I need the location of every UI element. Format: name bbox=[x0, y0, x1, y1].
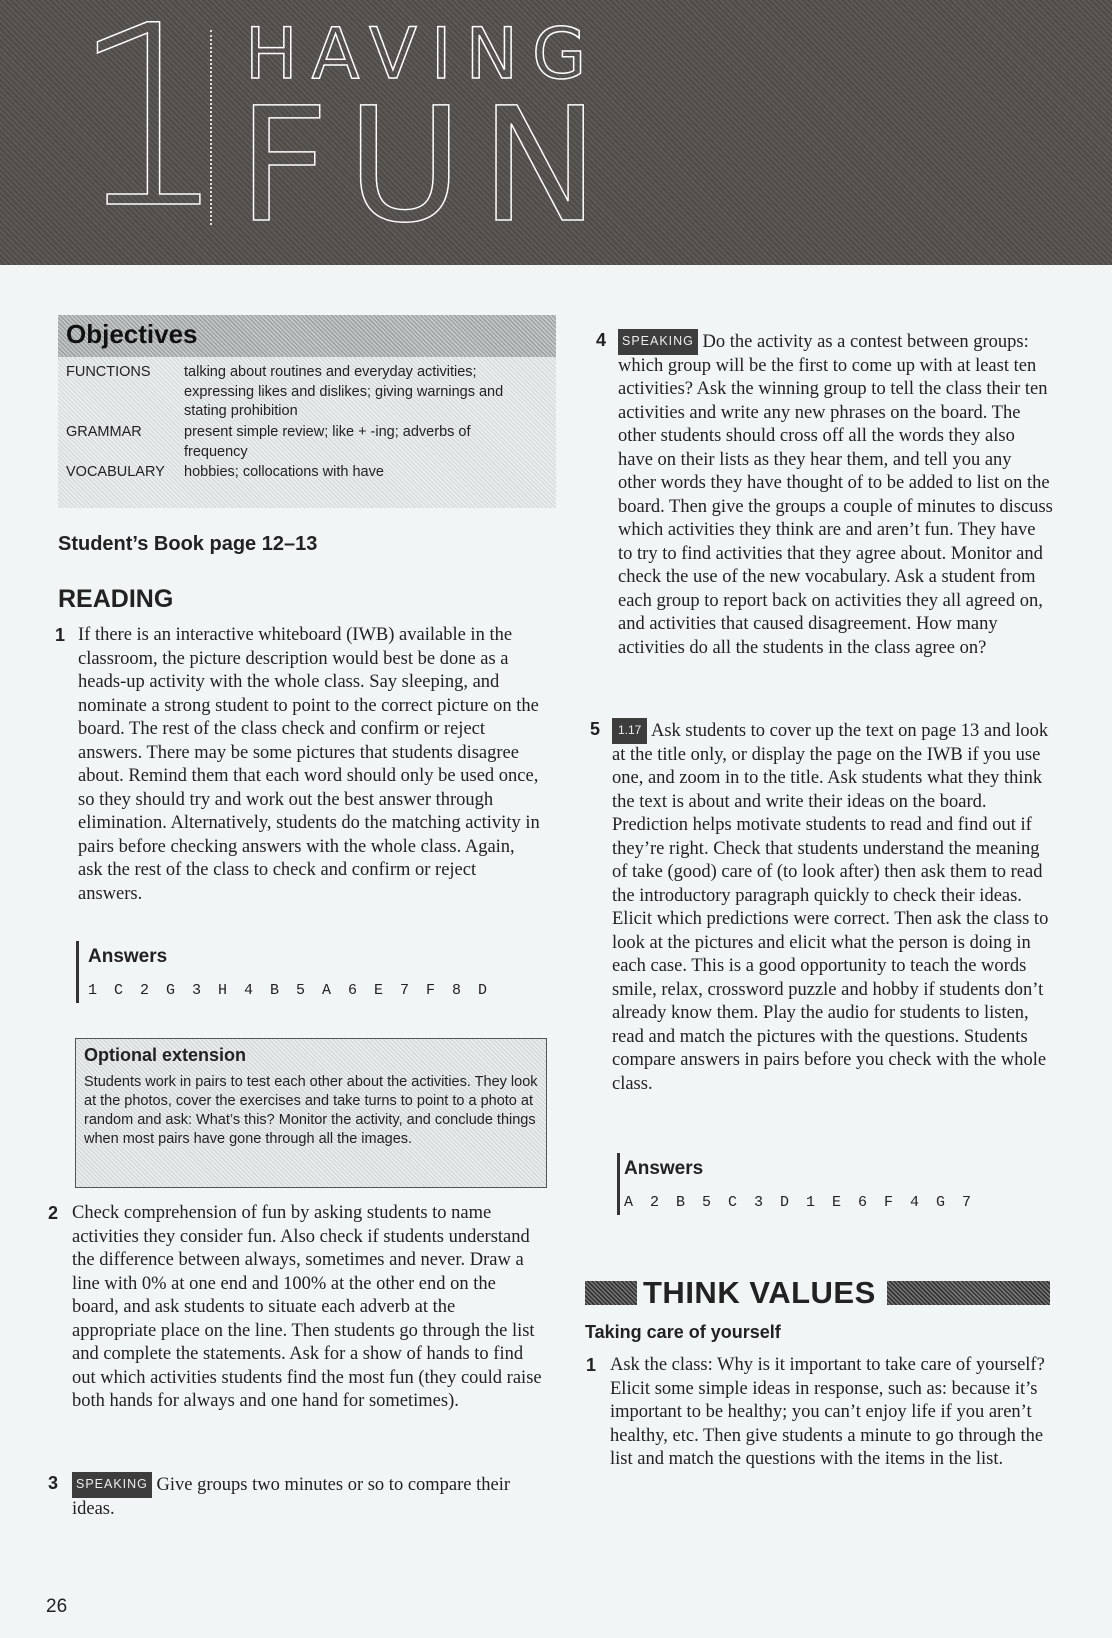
answers-bar bbox=[76, 941, 79, 1003]
answers-bar bbox=[617, 1153, 620, 1215]
objective-value: hobbies; collocations with have bbox=[184, 464, 384, 480]
reading-item-3 bbox=[72, 1472, 512, 1521]
objective-label: VOCABULARY bbox=[66, 464, 165, 480]
audio-track-tag: 1.17 bbox=[612, 718, 647, 744]
think-values-banner bbox=[585, 1275, 1050, 1313]
objective-label: GRAMMAR bbox=[66, 424, 142, 440]
think-values-item-1: Ask the class: Why is it important to take care of yourself? Elicit some simple ideas in response, such as: because it’s important to be healthy; you can’t enjoy life if you aren’t healthy, etc. Then give students a minute to go through the list and match the questions with the items in the list. bbox=[610, 1355, 1045, 1469]
header-divider bbox=[210, 30, 212, 225]
objective-value: present simple review; like + -ing; adverbs of frequency bbox=[184, 424, 471, 460]
reading-heading: READING bbox=[58, 585, 174, 613]
item-number: 2 bbox=[48, 1203, 59, 1223]
objective-value: talking about routines and everyday activities; expressing likes and dislikes; giving warnings and stating prohibition bbox=[184, 364, 504, 419]
reading-item-2: Check comprehension of fun by asking students to name activities they consider fun. Also check if students understand the difference between always, sometimes and never. Draw a line with 0% at one end and 100% at the other end on the board, and ask students to situate each adverb at the appropriate place on the line. Then students go through the list and complete the statements. Ask for a show of hands to find out which activities students find the most fun (they could raise both hands for always and one hand for sometimes). bbox=[72, 1203, 542, 1411]
answers-values: 1 C 2 G 3 H 4 B 5 A 6 E 7 F 8 D bbox=[88, 982, 492, 999]
students-book-reference: Student’s Book page 12–13 bbox=[58, 533, 318, 555]
reading-item-4 bbox=[618, 329, 1053, 660]
objectives-box bbox=[58, 315, 556, 508]
unit-title-line1: HAVING bbox=[245, 13, 601, 95]
banner-block-left bbox=[585, 1281, 637, 1305]
think-values-heading: THINK VALUES bbox=[643, 1275, 876, 1310]
speaking-tag: SPEAKING bbox=[72, 1472, 152, 1498]
taking-care-heading: Taking care of yourself bbox=[585, 1322, 781, 1342]
reading-item-1: If there is an interactive whiteboard (IWB) available in the classroom, the picture description would best be done as a heads-up activity with the whole class. Say sleeping, and nominate a strong student to point to the correct picture on the board. The rest of the class check and confirm or reject answers. There may be some pictures that students disagree about. Remind them that each word should only be used once, so they should try and work out the best answer through elimination. Alternatively, students do the matching activity in pairs before checking answers with the whole class. Again, ask the rest of the class to check and confirm or reject answers. bbox=[78, 625, 540, 904]
reading-item-5 bbox=[612, 718, 1052, 1096]
answers-title: Answers bbox=[88, 946, 168, 967]
optional-extension-box bbox=[75, 1038, 547, 1188]
item-number: 5 bbox=[590, 719, 601, 739]
objective-label: FUNCTIONS bbox=[66, 364, 151, 380]
item-number: 3 bbox=[48, 1473, 59, 1493]
optional-extension-title: Optional extension bbox=[84, 1045, 247, 1065]
item-number: 1 bbox=[55, 625, 66, 645]
answers-title: Answers bbox=[624, 1158, 704, 1179]
banner-block-right bbox=[887, 1281, 1050, 1305]
unit-header bbox=[0, 0, 1112, 265]
item-number: 1 bbox=[586, 1355, 597, 1375]
reading-item-5-text: Ask students to cover up the text on page 13 and look at the title only, or display the page on the IWB if you use one, and zoom in to the title. Ask students what they think the text is about and write their ideas on the board. Prediction helps motivate students to read and find out if they’re right. Check that students understand the meaning of take (good) care of (to look after) then ask them to read the introductory paragraph quickly to check their ideas. Elicit which predictions were correct. Then ask the class to look at the pictures and elicit what the person is doing in each case. This is a good opportunity to teach the words smile, relax, crossword puzzle and hobby if students don’t already know them. Play the audio for students to listen, read and match the pictures with the questions. Students compare answers in pairs before you check with the whole class. bbox=[612, 721, 1049, 1094]
item-number: 4 bbox=[596, 330, 607, 350]
objectives-title: Objectives bbox=[66, 319, 198, 349]
unit-title-line2: FUN bbox=[238, 74, 617, 258]
unit-number: 1 bbox=[70, 0, 230, 263]
objectives-title-bar bbox=[58, 315, 556, 357]
optional-extension-text: Students work in pairs to test each other about the activities. They look at the photos, cover the exercises and take turns to point to a photo at random and ask: What’s this? Monitor the activity, and conclude things when most pairs have gone through all the images. bbox=[84, 1074, 538, 1147]
reading-item-3-text: Give groups two minutes or so to compare their ideas. bbox=[72, 1475, 511, 1519]
page-number: 26 bbox=[46, 1596, 68, 1617]
reading-item-4-text: Do the activity as a contest between groups: which group will be the first to come up with at least ten activities? Ask the winning group to tell the class their ten activities and write any new phrases on the board. The other students should cross off all the words they also have on their lists as they hear them, and tell you any other words they have thought of to be added to list on the board. Then give the groups a couple of minutes to discuss which activities they think are and aren’t fun. They have to try to find activities that they agree about. Monitor and check the use of the new vocabulary. Ask a student from each group to report back on activities they all agreed on, and activities that caused disagreement. How many activities do all the students in the class agree on? bbox=[618, 332, 1053, 658]
answers-values: A 2 B 5 C 3 D 1 E 6 F 4 G 7 bbox=[624, 1194, 976, 1211]
speaking-tag: SPEAKING bbox=[618, 329, 698, 355]
